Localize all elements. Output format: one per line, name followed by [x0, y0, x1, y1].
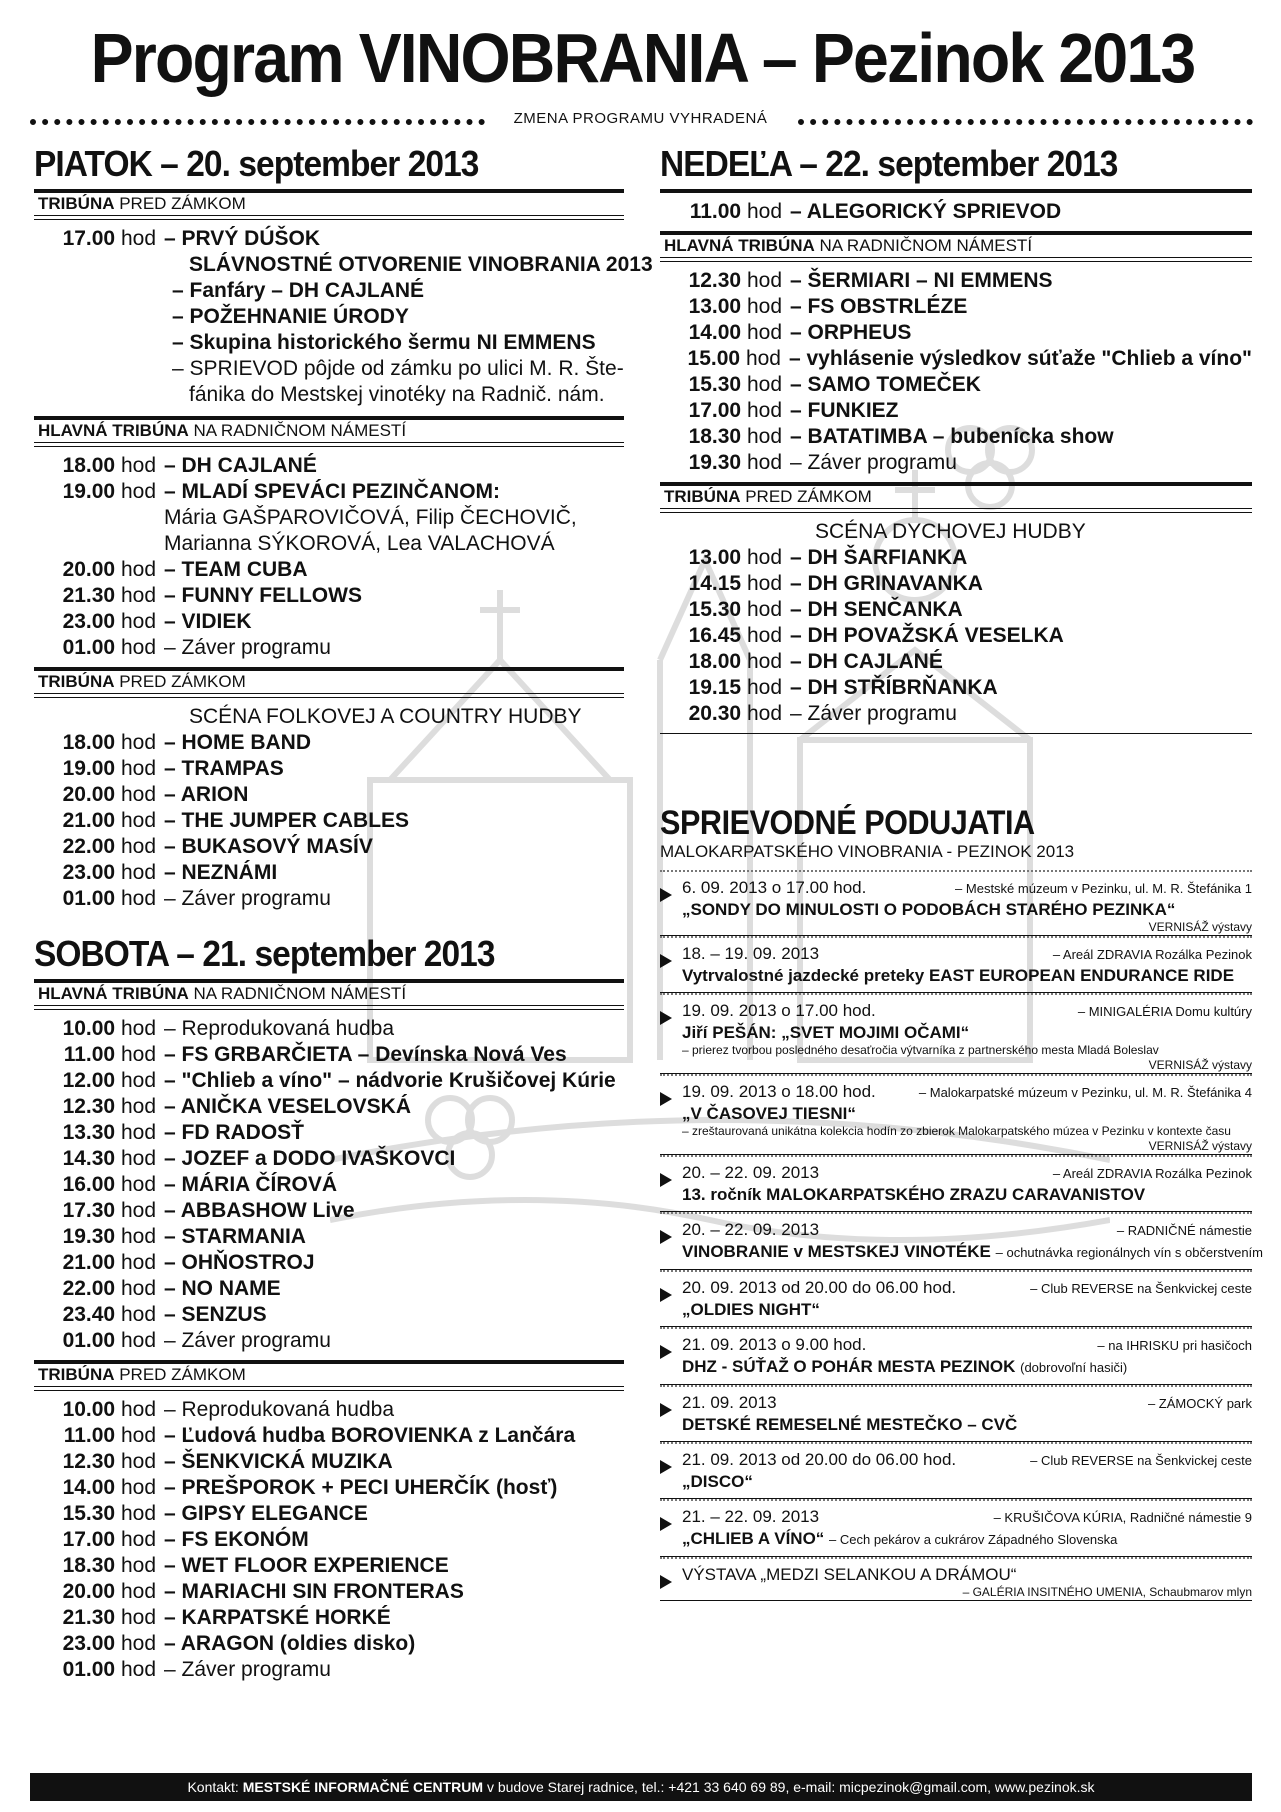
program-change-note: ZMENA PROGRAMU VYHRADENÁ: [513, 110, 768, 127]
schedule-row: 21.00 hod – THE JUMPER CABLES: [62, 809, 410, 832]
side-event-item: [660, 1327, 1252, 1385]
side-event-item: [660, 1442, 1252, 1499]
opening-line: – SPRIEVOD pôjde od zámku po ulici M. R. Šte-: [172, 357, 624, 380]
event-dotted-rule: [660, 1074, 1252, 1076]
event-date: 20. – 22. 09. 2013: [682, 1220, 820, 1239]
schedule-row: 18.00 hod – HOME BAND: [62, 731, 312, 754]
event-place: – Malokarpatské múzeum v Pezinku, ul. M. R. Štefánika 4: [918, 1085, 1252, 1100]
friday-section-3-header: TRIBÚNA PRED ZÁMKOM: [34, 667, 624, 694]
schedule-row: 20.00 hod – TEAM CUBA: [62, 558, 308, 581]
event-name: VINOBRANIE v MESTSKEJ VINOTÉKE: [682, 1242, 991, 1261]
friday-section-3: [34, 694, 624, 912]
schedule-row: 20.30 hod – Záver programu: [688, 702, 957, 725]
saturday-section-2-header: TRIBÚNA PRED ZÁMKOM: [34, 1360, 624, 1387]
event-date: 21. – 22. 09. 2013: [682, 1507, 820, 1526]
event-place: – Areál ZDRAVIA Rozálka Pezinok: [1052, 947, 1252, 962]
schedule-row: 13.00 hod – FS OBSTRLÉZE: [688, 295, 968, 318]
schedule-row: 18.30 hod – BATATIMBA – bubenícka show: [688, 425, 1114, 448]
schedule-row: 17.30 hod – ABBASHOW Live: [62, 1199, 355, 1222]
event-name: „DISCO“: [682, 1472, 753, 1491]
schedule-row: 19.00 hod – TRAMPAS: [62, 757, 284, 780]
event-note: – zreštaurovaná unikátna kolekcia hodín zo zbierok Malokarpatského múzea v Pezinku v kontexte času: [682, 1124, 1231, 1138]
schedule-row: 11.00 hod – FS GRBARČIETA – Devínska Nová Ves: [63, 1043, 567, 1066]
side-event-item: [660, 936, 1252, 993]
friday-section-2: [34, 443, 624, 661]
side-event-item: [660, 1155, 1252, 1212]
schedule-row: Mária GAŠPAROVIČOVÁ, Filip ČECHOVIČ,: [164, 506, 577, 529]
opening-line: SLÁVNOSTNÉ OTVORENIE VINOBRANIA 2013: [189, 253, 653, 276]
event-aside: – ochutnávka regionálnych vín s občerstvením: [995, 1245, 1263, 1260]
sunday-section-1: [660, 258, 1252, 476]
bullet-triangle-icon: [660, 1092, 672, 1106]
event-dotted-rule: [660, 1270, 1252, 1272]
schedule-row: 19.15 hod – DH STŘÍBRŇANKA: [688, 676, 998, 699]
schedule-row: 01.00 hod – Záver programu: [62, 1658, 331, 1681]
event-dotted-rule: [660, 870, 1252, 872]
schedule-row: 13.00 hod – DH ŠARFIANKA: [688, 546, 968, 569]
bullet-triangle-icon: [660, 1011, 672, 1025]
schedule-row: Marianna SÝKOROVÁ, Lea VALACHOVÁ: [164, 532, 555, 555]
event-place: – Mestské múzeum v Pezinku, ul. M. R. Štefánika 1: [955, 881, 1252, 896]
event-tag: – GALÉRIA INSITNÉHO UMENIA, Schaubmarov mlyn: [962, 1585, 1252, 1599]
schedule-row: 20.00 hod – MARIACHI SIN FRONTERAS: [62, 1580, 464, 1603]
sunday-section-2: [660, 509, 1252, 727]
event-name: „OLDIES NIGHT“: [682, 1300, 820, 1319]
event-date: 19. 09. 2013 o 17.00 hod.: [682, 1001, 876, 1020]
schedule-row: 14.30 hod – JOZEF a DODO IVAŠKOVCI: [62, 1147, 456, 1170]
saturday-section-2: [34, 1387, 624, 1683]
event-date: 20. 09. 2013 od 20.00 do 06.00 hod.: [682, 1278, 957, 1297]
saturday-heading: SOBOTA – 21. september 2013: [34, 933, 495, 974]
side-event-item: [660, 1499, 1252, 1557]
schedule-row: 22.00 hod – BUKASOVÝ MASÍV: [62, 835, 373, 858]
friday-heading: PIATOK – 20. september 2013: [34, 143, 479, 184]
schedule-row: 18.00 hod – DH CAJLANÉ: [62, 454, 317, 477]
schedule-row: 17.00 hod – PRVÝ DÚŠOK: [62, 227, 320, 250]
event-dotted-rule: [660, 1327, 1252, 1329]
schedule-row: 20.00 hod – ARION: [62, 783, 249, 806]
scene-label: SCÉNA DYCHOVEJ HUDBY: [815, 520, 1086, 543]
schedule-row: 12.30 hod – ŠERMIARI – NI EMMENS: [688, 269, 1053, 292]
schedule-row: 10.00 hod – Reprodukovaná hudba: [62, 1398, 395, 1421]
event-dotted-rule: [660, 1442, 1252, 1444]
event-place: – na IHRISKU pri hasičoch: [1097, 1338, 1252, 1353]
opening-line: – Fanfáry – DH CAJLANÉ: [172, 279, 425, 302]
schedule-row: 23.00 hod – NEZNÁMI: [62, 861, 278, 884]
schedule-row: 10.00 hod – Reprodukovaná hudba: [62, 1017, 395, 1040]
bullet-triangle-icon: [660, 1517, 672, 1531]
schedule-row: 21.30 hod – KARPATSKÉ HORKÉ: [62, 1606, 391, 1629]
event-aside: – Cech pekárov a cukrárov Západného Slovenska: [829, 1532, 1118, 1547]
schedule-row: 15.30 hod – GIPSY ELEGANCE: [62, 1502, 368, 1525]
event-place: – MINIGALÉRIA Domu kultúry: [1077, 1004, 1252, 1019]
saturday-section-1-header: HLAVNÁ TRIBÚNA NA RADNIČNOM NÁMESTÍ: [34, 979, 624, 1006]
event-date: 20. – 22. 09. 2013: [682, 1163, 820, 1182]
side-event-item: [660, 1212, 1263, 1270]
schedule-row: 12.00 hod – "Chlieb a víno" – nádvorie Krušičovej Kúrie: [62, 1069, 616, 1092]
sunday-first: [660, 193, 1252, 225]
schedule-row: 13.30 hod – FD RADOSŤ: [62, 1121, 305, 1144]
schedule-row: 23.00 hod – VIDIEK: [62, 610, 252, 633]
schedule-row: 01.00 hod – Záver programu: [62, 1329, 331, 1352]
bullet-triangle-icon: [660, 1575, 672, 1589]
bullet-triangle-icon: [660, 1345, 672, 1359]
left-column: [34, 142, 653, 1683]
side-event-item: [660, 1385, 1252, 1442]
schedule-row: 15.30 hod – DH SENČANKA: [688, 598, 963, 621]
schedule-row: 18.30 hod – WET FLOOR EXPERIENCE: [62, 1554, 449, 1577]
friday-section-1: [34, 216, 653, 408]
sunday-section-2-header: TRIBÚNA PRED ZÁMKOM: [660, 482, 1252, 509]
bullet-triangle-icon: [660, 1403, 672, 1417]
event-place: – ZÁMOCKÝ park: [1147, 1396, 1252, 1411]
bullet-triangle-icon: [660, 1173, 672, 1187]
schedule-row: 15.00 hod – vyhlásenie výsledkov súťaže "Chlieb a víno": [687, 347, 1252, 370]
event-name: 13. ročník MALOKARPATSKÉHO ZRAZU CARAVANISTOV: [682, 1185, 1146, 1204]
side-events-title: SPRIEVODNÉ PODUJATIA: [660, 804, 1035, 842]
event-dotted-rule: [660, 993, 1252, 995]
schedule-row: 01.00 hod – Záver programu: [62, 636, 331, 659]
side-events-subtitle: MALOKARPATSKÉHO VINOBRANIA - PEZINOK 2013: [660, 842, 1075, 861]
opening-line: – POŽEHNANIE ÚRODY: [172, 305, 409, 328]
schedule-row: 12.30 hod – ANIČKA VESELOVSKÁ: [62, 1095, 411, 1118]
side-event-item: [660, 1557, 1252, 1601]
side-events-list: [660, 870, 1263, 1601]
event-tag: VERNISÁŽ výstavy: [1148, 1139, 1252, 1153]
event-place: – Club REVERSE na Šenkvickej ceste: [1030, 1453, 1252, 1468]
event-name: „CHLIEB A VÍNO“: [682, 1529, 825, 1548]
side-event-item: [660, 993, 1252, 1074]
side-event-item: [660, 1074, 1252, 1155]
event-name: „V ČASOVEJ TIESNI“: [682, 1104, 856, 1123]
schedule-row: 19.00 hod – MLADÍ SPEVÁCI PEZINČANOM:: [62, 480, 501, 503]
schedule-row: 17.00 hod – FUNKIEZ: [688, 399, 899, 422]
event-name: Jiří PEŠÁN: „SVET MOJIMI OČAMI“: [682, 1023, 970, 1042]
event-date: VÝSTAVA „MEDZI SELANKOU A DRÁMOU“: [682, 1565, 1017, 1584]
schedule-row: 16.45 hod – DH POVAŽSKÁ VESELKA: [688, 624, 1064, 647]
event-place: – KRUŠIČOVA KÚRIA, Radničné námestie 9: [993, 1510, 1252, 1525]
schedule-row: 21.30 hod – FUNNY FELLOWS: [62, 584, 362, 607]
schedule-row: 01.00 hod – Záver programu: [62, 887, 331, 910]
schedule-row: 19.30 hod – Záver programu: [688, 451, 957, 474]
event-aside: (dobrovoľní hasiči): [1020, 1360, 1128, 1375]
event-place: – Club REVERSE na Šenkvickej ceste: [1030, 1281, 1252, 1296]
friday-section-2-header: HLAVNÁ TRIBÚNA NA RADNIČNOM NÁMESTÍ: [34, 416, 624, 443]
event-place: – RADNIČNÉ námestie: [1116, 1223, 1252, 1238]
schedule-row: 14.15 hod – DH GRINAVANKA: [688, 572, 983, 595]
side-event-item: [660, 1270, 1252, 1327]
schedule-row: 21.00 hod – OHŇOSTROJ: [62, 1251, 315, 1274]
sunday-section-1-header: HLAVNÁ TRIBÚNA NA RADNIČNOM NÁMESTÍ: [660, 231, 1252, 258]
event-name: DHZ - SÚŤAŽ O POHÁR MESTA PEZINOK: [682, 1357, 1016, 1376]
page-title: Program VINOBRANIA – Pezinok 2013: [90, 19, 1195, 97]
schedule-row: 23.40 hod – SENZUS: [62, 1303, 267, 1326]
event-tag: VERNISÁŽ výstavy: [1148, 1058, 1252, 1072]
schedule-row: 11.00 hod – ALEGORICKÝ SPRIEVOD: [689, 200, 1062, 223]
event-place: – Areál ZDRAVIA Rozálka Pezinok: [1052, 1166, 1252, 1181]
event-note: – prierez tvorbou posledného desaťročia výtvarníka z partnerského mesta Mladá Boleslav: [682, 1043, 1159, 1057]
event-name: „SONDY DO MINULOSTI O PODOBÁCH STARÉHO PEZINKA“: [682, 900, 1176, 919]
event-date: 18. – 19. 09. 2013: [682, 944, 820, 963]
bullet-triangle-icon: [660, 954, 672, 968]
event-dotted-rule: [660, 1557, 1252, 1559]
schedule-row: 11.00 hod – Ľudová hudba BOROVIENKA z Lančára: [63, 1424, 576, 1447]
contact-footer: Kontakt: MESTSKÉ INFORMAČNÉ CENTRUM v budove Starej radnice, tel.: +421 33 640 69 89, e-mail: micpezinok@gmail.com, www.pezinok.sk: [30, 1773, 1252, 1801]
event-date: 21. 09. 2013 o 9.00 hod.: [682, 1335, 867, 1354]
schedule-row: 16.00 hod – MÁRIA ČÍROVÁ: [62, 1173, 338, 1196]
event-date: 21. 09. 2013: [682, 1393, 777, 1412]
side-event-item: [660, 870, 1252, 936]
event-name: Vytrvalostné jazdecké preteky EAST EUROPEAN ENDURANCE RIDE: [682, 966, 1235, 985]
sunday-end-divider: [660, 733, 1252, 734]
event-dotted-rule: [660, 1499, 1252, 1501]
event-dotted-rule: [660, 936, 1252, 938]
schedule-row: 14.00 hod – ORPHEUS: [688, 321, 912, 344]
event-dotted-rule: [660, 1212, 1252, 1214]
saturday-section-1: [34, 1006, 624, 1354]
bullet-triangle-icon: [660, 1460, 672, 1474]
schedule-row: 19.30 hod – STARMANIA: [62, 1225, 306, 1248]
schedule-row: 14.00 hod – PREŠPOROK + PECI UHERČÍK (hosť): [62, 1476, 558, 1499]
event-date: 6. 09. 2013 o 17.00 hod.: [682, 878, 867, 897]
bullet-triangle-icon: [660, 1230, 672, 1244]
schedule-row: 18.00 hod – DH CAJLANÉ: [688, 650, 943, 673]
bullet-triangle-icon: [660, 1288, 672, 1302]
event-tag: VERNISÁŽ výstavy: [1148, 920, 1252, 934]
schedule-row: 23.00 hod – ARAGON (oldies disko): [62, 1632, 416, 1655]
sunday-heading: NEDEĽA – 22. september 2013: [660, 143, 1118, 184]
friday-section-1-header: TRIBÚNA PRED ZÁMKOM: [34, 189, 624, 216]
opening-line: – Skupina historického šermu NI EMMENS: [172, 331, 596, 354]
event-date: 19. 09. 2013 o 18.00 hod.: [682, 1082, 876, 1101]
opening-line: fánika do Mestskej vinotéky na Radnič. nám.: [189, 383, 605, 406]
event-name: DETSKÉ REMESELNÉ MESTEČKO – CVČ: [682, 1415, 1018, 1434]
event-date: 21. 09. 2013 od 20.00 do 06.00 hod.: [682, 1450, 957, 1469]
scene-label: SCÉNA FOLKOVEJ A COUNTRY HUDBY: [189, 705, 582, 728]
schedule-row: 22.00 hod – NO NAME: [62, 1277, 281, 1300]
event-dotted-rule: [660, 1385, 1252, 1387]
bullet-triangle-icon: [660, 888, 672, 902]
event-dotted-rule: [660, 1155, 1252, 1157]
schedule-row: 12.30 hod – ŠENKVICKÁ MUZIKA: [62, 1450, 393, 1473]
right-column: [660, 142, 1263, 1601]
schedule-row: 15.30 hod – SAMO TOMEČEK: [688, 373, 981, 396]
schedule-row: 17.00 hod – FS EKONÓM: [62, 1528, 309, 1551]
